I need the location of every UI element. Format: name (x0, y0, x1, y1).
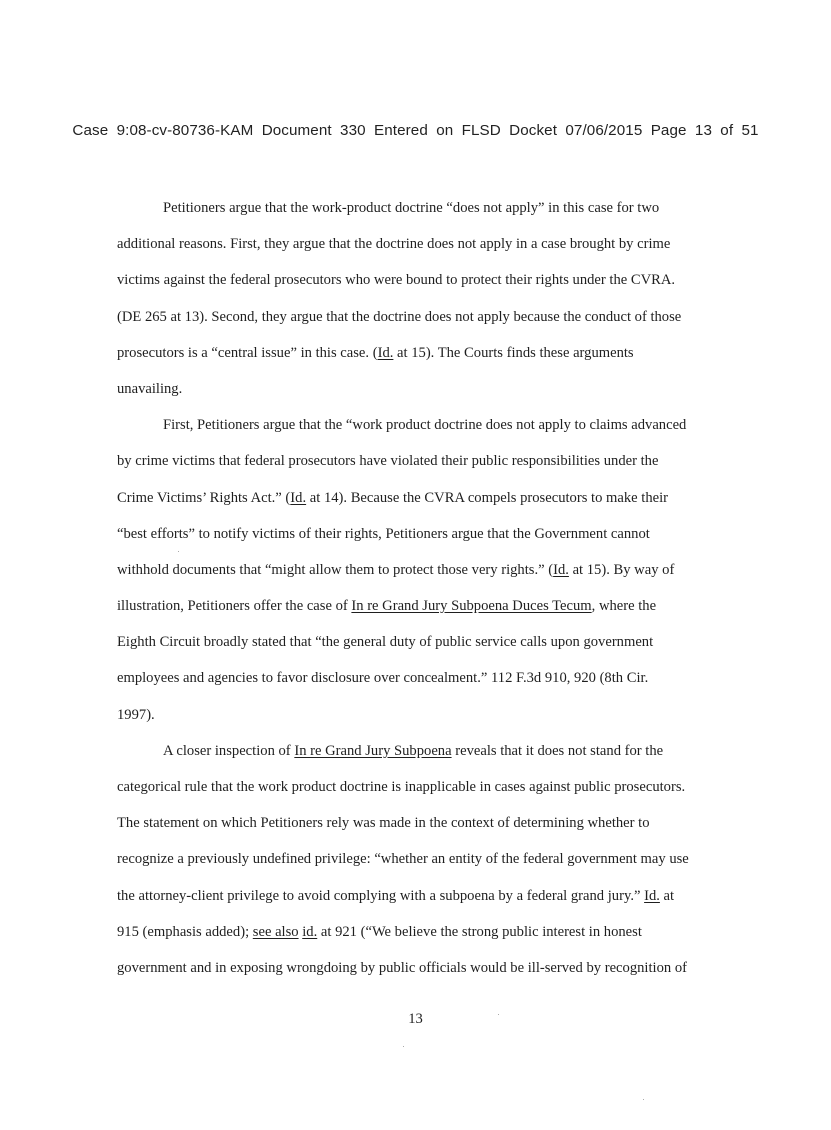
text-line: recognize a previously undefined privilege: “whether an entity of the federal government may use (117, 851, 689, 868)
page-count: Page 13 of 51 (650, 122, 759, 139)
text-line: (DE 265 at 13). Second, they argue that the doctrine does not apply because the conduct of those (117, 308, 682, 325)
case-citation: In re Grand Jury Subpoena (294, 742, 452, 759)
document-number: Document 330 (261, 122, 366, 139)
text-line: additional reasons. First, they argue that the doctrine does not apply in a case brought by crime (117, 236, 671, 253)
text-line: government and in exposing wrongdoing by public officials would be ill-served by recognition of (117, 959, 687, 976)
text-line (117, 486, 717, 522)
scan-speck (643, 1099, 644, 1100)
text-line: victims against the federal prosecutors who were bound to protect their rights under the CVRA. (117, 272, 676, 289)
docket-header (0, 122, 831, 139)
text-line: The statement on which Petitioners rely was made in the context of determining whether to (117, 815, 650, 832)
scan-speck (498, 1014, 499, 1015)
text-segment: withhold documents that “might allow them to protect those very rights.” ( (117, 561, 554, 578)
text-line: unavailing. (117, 380, 183, 397)
text-segment: illustration, Petitioners offer the case of (117, 598, 352, 615)
text-line: First, Petitioners argue that the “work product doctrine does not apply to claims advanced (163, 417, 687, 434)
text-segment: prosecutors is a “central issue” in this case. ( (117, 344, 378, 361)
citation-id: Id. (644, 887, 660, 904)
text-segment: , where the (591, 598, 657, 615)
citation-id: Id. (553, 561, 569, 578)
text-line (117, 884, 717, 920)
text-segment: reveals that it does not stand for the (451, 742, 664, 759)
text-segment: the attorney-client privilege to avoid complying with a subpoena by a federal grand jury.” (117, 887, 645, 904)
paragraph-3 (117, 739, 717, 992)
citation-id: Id. (290, 489, 307, 506)
case-citation: In re Grand Jury Subpoena Duces Tecum (351, 598, 592, 615)
text-line (117, 920, 717, 956)
text-segment: at 15). The Courts finds these arguments (393, 344, 634, 361)
text-line (117, 558, 717, 594)
text-line: Eighth Circuit broadly stated that “the general duty of public service calls upon government (117, 634, 654, 651)
text-segment: at 921 (“We believe the strong public interest in honest (317, 923, 642, 940)
text-segment: at (659, 887, 675, 904)
citation-id: Id. (377, 344, 394, 361)
text-line: Petitioners argue that the work-product doctrine “does not apply” in this case for two (163, 200, 660, 216)
text-line: “best efforts” to notify victims of their rights, Petitioners argue that the Government cannot (117, 525, 650, 542)
text-line (117, 341, 717, 377)
paragraph-1 (117, 196, 717, 413)
text-line: categorical rule that the work product doctrine is inapplicable in cases against public prosecutors. (117, 779, 686, 795)
document-body (117, 196, 717, 992)
text-line: 1997). (117, 706, 155, 723)
signal-see-also: see also (252, 923, 299, 940)
text-line: by crime victims that federal prosecutors have violated their public responsibilities under the (117, 453, 659, 470)
scan-speck (403, 1046, 404, 1047)
case-number: Case 9:08-cv-80736-KAM (72, 122, 254, 139)
text-segment: 915 (emphasis added); (117, 923, 253, 940)
citation-id: id. (302, 923, 318, 940)
page-number: 13 (408, 1011, 423, 1027)
text-line (117, 739, 717, 775)
text-line (117, 594, 717, 630)
text-segment: at 15). By way of (568, 561, 675, 578)
text-segment: at 14). Because the CVRA compels prosecutors to make their (306, 489, 669, 506)
entered-date: Entered on FLSD Docket 07/06/2015 (374, 122, 643, 139)
paragraph-2 (117, 413, 717, 739)
scan-speck (178, 551, 179, 552)
text-segment: A closer inspection of (163, 742, 295, 759)
text-line: employees and agencies to favor disclosure over concealment.” 112 F.3d 910, 920 (8th Cir. (117, 670, 649, 687)
text-segment: Crime Victims’ Rights Act.” ( (117, 489, 291, 506)
